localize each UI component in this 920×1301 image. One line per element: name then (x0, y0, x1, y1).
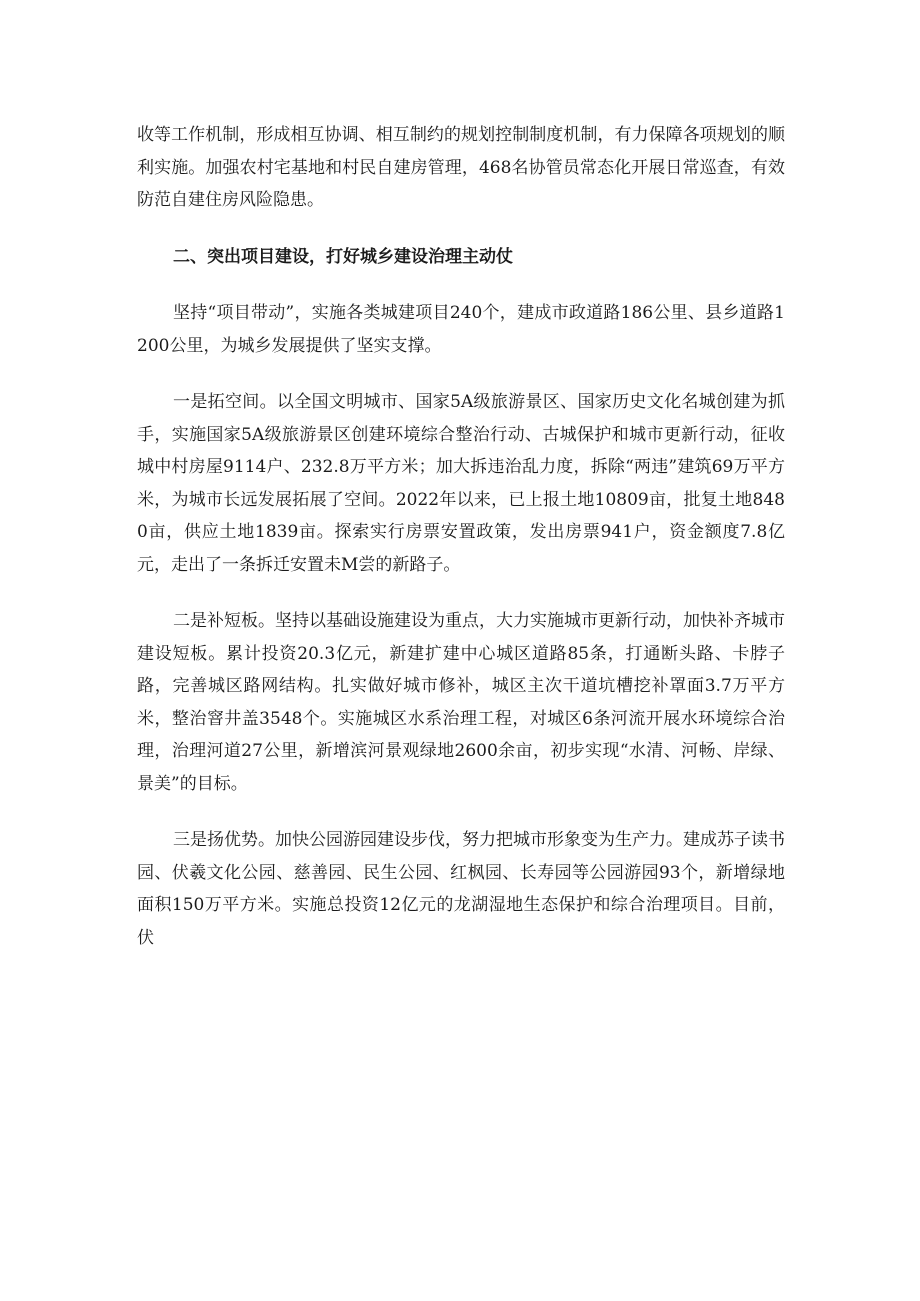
paragraph-project-driven: 坚持“项目带动”，实施各类城建项目240个，建成市政道路186公里、县乡道路1200公里，为城乡发展提供了坚实支撑。 (137, 303, 785, 356)
paragraph-expand-space: 一是拓空间。以全国文明城市、国家5A级旅游景区、国家历史文化名城创建为抓手，实施国家5A级旅游景区创建环境综合整治行动、古城保护和城市更新行动，征收城中村房屋9114户、232.8万平方米；加大拆违治乱力度，拆除“两违”建筑69万平方米，为城市长远发展拓展了空间。2022年以来，已上报土地10809亩，批复土地8480亩，供应土地1839亩。探索实行房票安置政策，发出房票941户，资金额度7.8亿元，走出了一条拆迁安置未M尝的新路子。 (137, 392, 785, 575)
section-heading-project-construction: 二、突出项目建设，打好城乡建设治理主动仗 (173, 246, 513, 267)
paragraph-fill-gaps: 二是补短板。坚持以基础设施建设为重点，大力实施城市更新行动，加快补齐城市建设短板。累计投资20.3亿元，新建扩建中心城区道路85条，打通断头路、卡脖子路，完善城区路网结构。扎实做好城市修补，城区主次干道坑槽挖补罩面3.7万平方米，整治窨井盖3548个。实施城区水系治理工程，对城区6条河流开展水环境综合治理，治理河道27公里，新增滨河景观绿地2600余亩，初步实现“水清、河畅、岸绿、景美”的目标。 (137, 611, 785, 794)
document-page (137, 119, 785, 978)
paragraph-leverage-advantages: 三是扬优势。加快公园游园建设步伐，努力把城市形象变为生产力。建成苏子读书园、伏羲文化公园、慈善园、民生公园、红枫园、长寿园等公园游园93个，新增绿地面积150万平方米。实施总投资12亿元的龙湖湿地生态保护和综合治理项目。目前，伏 (137, 830, 785, 948)
paragraph-planning-mechanism: 收等工作机制，形成相互协调、相互制约的规划控制制度机制，有力保障各项规划的顺利实施。加强农村宅基地和村民自建房管理，468名协管员常态化开展日常巡查，有效防范自建住房风险隐患。 (137, 125, 785, 210)
